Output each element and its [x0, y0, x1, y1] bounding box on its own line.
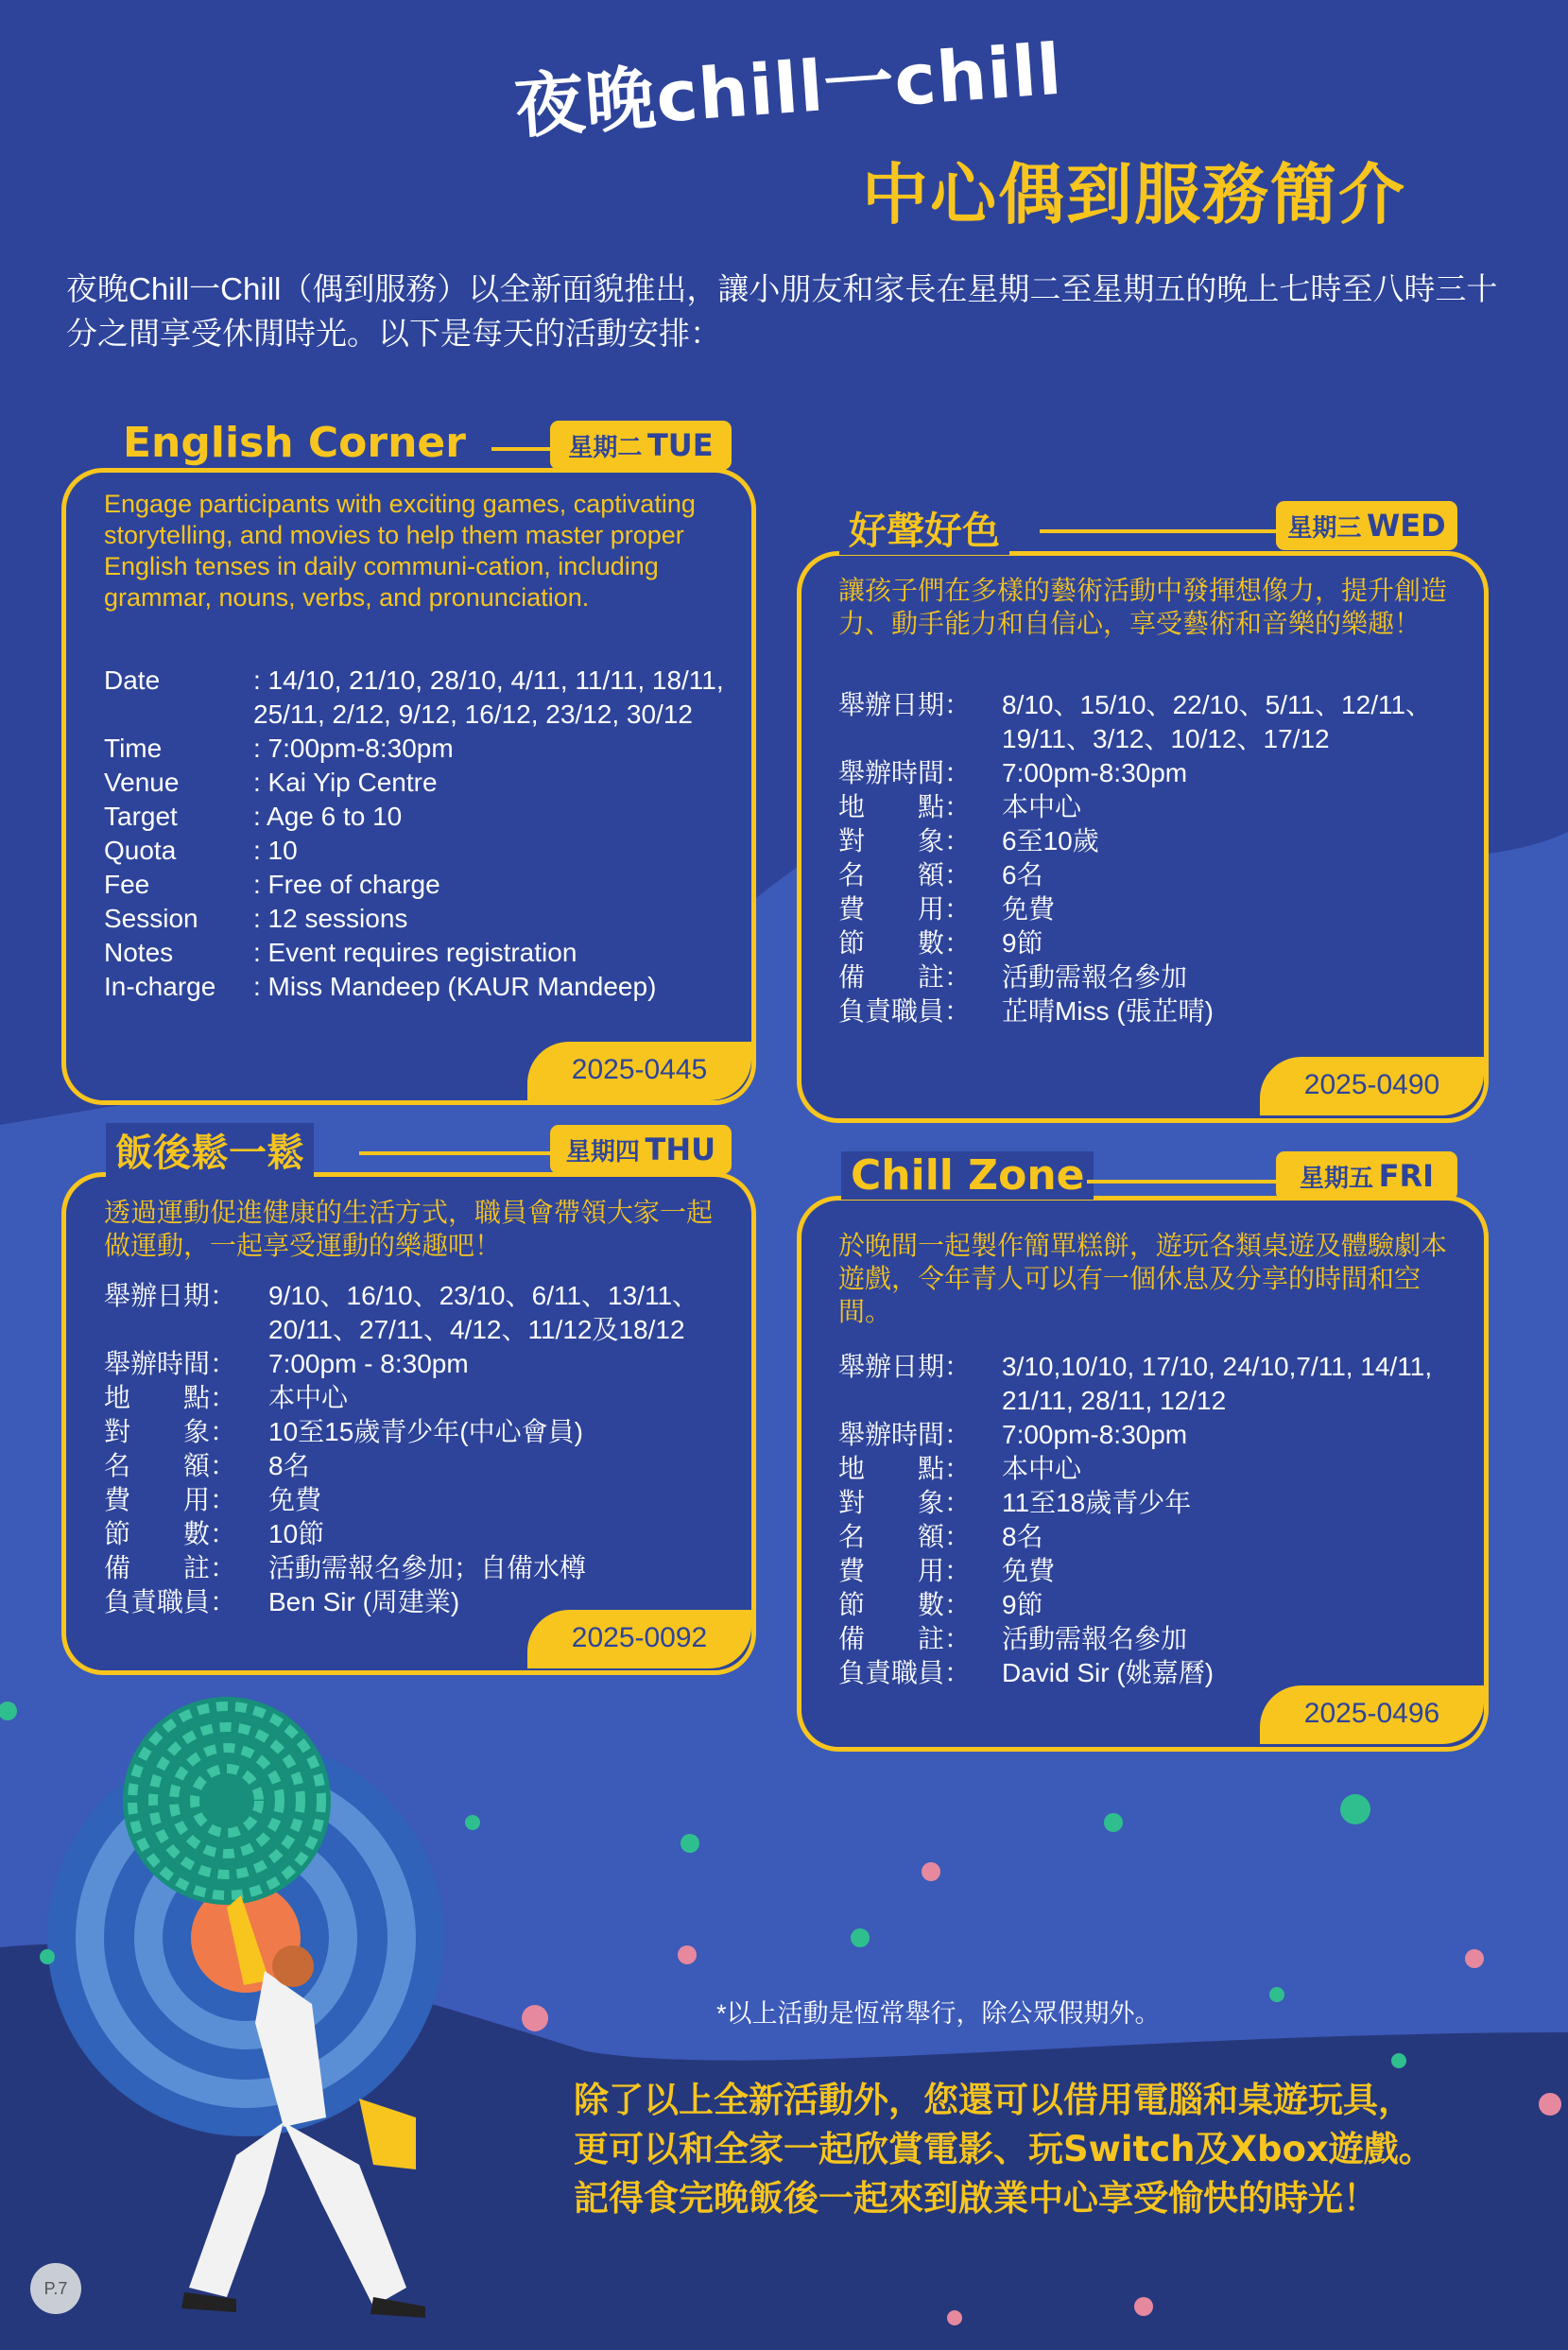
detail-row — [104, 766, 728, 800]
detail-row — [104, 1381, 728, 1415]
day-en: FRI — [1378, 1158, 1434, 1194]
detail-value: 11至18歲青少年 — [1002, 1488, 1192, 1517]
detail-row — [838, 960, 1462, 994]
detail-label: Date — [104, 665, 161, 695]
detail-row — [104, 1347, 728, 1381]
card-title: 飯後鬆一鬆 — [106, 1123, 314, 1177]
detail-value: : Kai Yip Centre — [253, 768, 438, 797]
detail-row — [838, 994, 1462, 1028]
detail-row — [838, 1588, 1462, 1622]
detail-value: 6至10歲 — [1002, 826, 1099, 855]
detail-row — [838, 1486, 1462, 1520]
intro-paragraph: 夜晚Chill一Chill（偶到服務）以全新面貌推出，讓小朋友和家長在星期二至星期五的晚上七時至八時三十分之間享受休閒時光。以下是每天的活動安排： — [66, 271, 1498, 351]
detail-value: David Sir (姚嘉曆) — [1002, 1658, 1215, 1687]
detail-value: 6名 — [1002, 860, 1043, 890]
card-description: 於晚間一起製作簡單糕餅，遊玩各類桌遊及體驗劇本遊戲，令年青人可以有一個休息及分享的時間和空間。 — [838, 1231, 1448, 1326]
detail-label: 地 點： — [104, 1383, 237, 1412]
day-tag — [550, 1125, 732, 1174]
detail-row — [838, 1418, 1462, 1452]
detail-row — [104, 868, 728, 902]
detail-row — [104, 732, 728, 766]
detail-row — [104, 834, 728, 868]
detail-label: 舉辦時間： — [838, 1420, 972, 1449]
card-description: 透過運動促進健康的生活方式，職員會帶領大家一起做運動，一起享受運動的樂趣吧！ — [104, 1198, 714, 1260]
footnote: *以上活動是恆常舉行，除公眾假期外。 — [716, 1999, 1161, 2028]
details-list — [104, 664, 728, 1004]
detail-label: 費 用： — [838, 1556, 972, 1585]
detail-value: 芷晴Miss (張芷晴) — [1002, 996, 1214, 1026]
detail-label: 備 註： — [838, 1624, 972, 1653]
detail-value: 本中心 — [1002, 792, 1082, 821]
detail-value: 本中心 — [268, 1383, 349, 1412]
detail-value: 免費 — [1002, 894, 1056, 924]
detail-value: : Free of charge — [253, 870, 440, 899]
detail-value: 10節 — [268, 1519, 325, 1548]
detail-label: 地 點： — [838, 792, 972, 821]
detail-label: In-charge — [104, 972, 216, 1001]
detail-value: : 12 sessions — [253, 904, 408, 933]
detail-value: 活動需報名參加 — [1002, 1624, 1188, 1653]
card-title: 好聲好色 — [839, 501, 1009, 555]
title-rule — [359, 1151, 550, 1155]
detail-value: 8名 — [268, 1451, 310, 1480]
detail-value: : Event requires registration — [253, 938, 577, 967]
detail-label: Venue — [104, 768, 180, 797]
detail-label: 節 數： — [104, 1519, 237, 1548]
detail-value: : 7:00pm-8:30pm — [253, 734, 454, 763]
detail-row — [838, 1622, 1462, 1656]
day-zh: 星期三 — [1287, 514, 1362, 543]
detail-label: 負責職員： — [838, 996, 972, 1026]
activity-code: 2025-0092 — [527, 1610, 751, 1668]
day-tag — [550, 421, 732, 470]
disco-ball-icon — [123, 1697, 331, 1905]
day-tag — [1276, 501, 1457, 550]
closing-line: 記得食完晚飯後一起來到啟業中心享受愉快的時光！ — [574, 2178, 1378, 2219]
detail-label: 舉辦時間： — [838, 758, 972, 787]
detail-row — [104, 1415, 728, 1449]
card-title: English Corner — [115, 419, 474, 467]
detail-label: 地 點： — [838, 1454, 972, 1483]
card-title: Chill Zone — [841, 1151, 1094, 1200]
detail-value: 8名 — [1002, 1522, 1043, 1551]
detail-row — [104, 1551, 728, 1585]
detail-label: Fee — [104, 870, 150, 899]
detail-value: 7:00pm - 8:30pm — [268, 1349, 469, 1378]
detail-value: 7:00pm-8:30pm — [1002, 1420, 1188, 1449]
detail-row — [104, 1517, 728, 1551]
card-description: Engage participants with exciting games, captivating storytelling, and movies to help them master proper English tenses in daily communi-cation, including grammar, nouns, verbs, and pronunciation. — [104, 490, 696, 612]
detail-value: : Age 6 to 10 — [253, 802, 403, 831]
detail-label: 舉辦時間： — [104, 1349, 237, 1378]
detail-row — [104, 1449, 728, 1483]
title-rule — [1040, 529, 1276, 533]
detail-label: 名 額： — [104, 1451, 237, 1480]
detail-value: 9節 — [1002, 1590, 1043, 1619]
day-zh: 星期四 — [565, 1138, 640, 1166]
detail-row — [838, 1350, 1462, 1418]
detail-row — [838, 858, 1462, 892]
detail-row — [838, 926, 1462, 960]
detail-value: : 14/10, 21/10, 28/10, 4/11, 11/11, 18/11, 25/11, 2/12, 9/12, 16/12, 23/12, 30/12 — [253, 665, 724, 729]
detail-value: : 10 — [253, 836, 298, 865]
detail-label: 節 數： — [838, 928, 972, 958]
title-rule — [1087, 1180, 1276, 1184]
detail-label: 備 註： — [104, 1553, 237, 1582]
detail-row — [838, 824, 1462, 858]
detail-row — [104, 1279, 728, 1347]
activity-code: 2025-0490 — [1260, 1057, 1484, 1115]
detail-label: 費 用： — [104, 1485, 237, 1514]
detail-value: 8/10、15/10、22/10、5/11、12/11、19/11、3/12、10/12、17/12 — [1002, 690, 1433, 753]
closing-line: 更可以和全家一起欣賞電影、玩Switch及Xbox遊戲。 — [574, 2129, 1434, 2169]
details-list — [104, 1279, 728, 1619]
detail-label: 舉辦日期： — [838, 1352, 972, 1381]
detail-value: 9/10、16/10、23/10、6/11、13/11、20/11、27/11、4/12、11/12及18/12 — [268, 1281, 699, 1344]
detail-label: 對 象： — [838, 1488, 972, 1517]
detail-value: 活動需報名參加 — [1002, 962, 1188, 992]
detail-label: 對 象： — [838, 826, 972, 855]
day-zh: 星期五 — [1300, 1165, 1374, 1193]
detail-row — [838, 688, 1462, 756]
detail-label: Time — [104, 734, 163, 763]
detail-row — [838, 756, 1462, 790]
detail-label: 對 象： — [104, 1417, 237, 1446]
detail-value: 免費 — [1002, 1556, 1056, 1585]
detail-label: Notes — [104, 938, 174, 967]
detail-row — [104, 1483, 728, 1517]
details-list — [838, 688, 1462, 1028]
detail-label: 舉辦日期： — [104, 1281, 237, 1310]
card-description: 讓孩子們在多樣的藝術活動中發揮想像力，提升創造力、動手能力和自信心，享受藝術和音樂的樂趣！ — [838, 576, 1448, 638]
day-zh: 星期二 — [568, 434, 643, 462]
closing-line: 除了以上全新活動外，您還可以借用電腦和桌遊玩具， — [574, 2080, 1413, 2120]
detail-row — [104, 902, 728, 936]
activity-code: 2025-0445 — [527, 1042, 751, 1100]
detail-value: 3/10,10/10, 17/10, 24/10,7/11, 14/11, 21/11, 28/11, 12/12 — [1002, 1352, 1433, 1415]
headline-line1: 夜晚chill一chill — [511, 28, 1065, 149]
details-list — [838, 1350, 1462, 1690]
detail-label: 負責職員： — [838, 1658, 972, 1687]
detail-value: 活動需報名參加；自備水樽 — [268, 1553, 587, 1582]
detail-label: Target — [104, 802, 178, 831]
detail-label: Session — [104, 904, 198, 933]
day-en: TUE — [646, 427, 714, 463]
detail-row — [838, 790, 1462, 824]
detail-row — [838, 1520, 1462, 1554]
detail-label: 費 用： — [838, 894, 972, 924]
detail-value: : Miss Mandeep (KAUR Mandeep) — [253, 972, 657, 1001]
detail-value: 7:00pm-8:30pm — [1002, 758, 1188, 787]
detail-value: 9節 — [1002, 928, 1043, 958]
detail-row — [838, 1452, 1462, 1486]
detail-value: 本中心 — [1002, 1454, 1082, 1483]
day-en: WED — [1366, 508, 1446, 544]
detail-label: Quota — [104, 836, 177, 865]
detail-label: 負責職員： — [104, 1587, 237, 1616]
detail-row — [838, 892, 1462, 926]
page-number: P.7 — [30, 2263, 81, 2314]
detail-row — [104, 970, 728, 1004]
detail-row — [104, 664, 728, 732]
detail-label: 名 額： — [838, 1522, 972, 1551]
closing-message — [574, 2076, 1434, 2223]
detail-row — [104, 936, 728, 970]
detail-label: 節 數： — [838, 1590, 972, 1619]
detail-row — [838, 1554, 1462, 1588]
detail-row — [104, 800, 728, 834]
day-en: THU — [645, 1132, 716, 1167]
title-rule — [491, 447, 550, 451]
headline-line2: 中心偶到服務簡介 — [862, 156, 1406, 233]
detail-label: 備 註： — [838, 962, 972, 992]
detail-value: Ben Sir (周建業) — [268, 1587, 460, 1616]
detail-value: 10至15歲青少年(中心會員) — [268, 1417, 583, 1446]
detail-label: 名 額： — [838, 860, 972, 890]
activity-code: 2025-0496 — [1260, 1685, 1484, 1744]
detail-label: 舉辦日期： — [838, 690, 972, 719]
day-tag — [1276, 1151, 1457, 1201]
detail-value: 免費 — [268, 1485, 322, 1514]
